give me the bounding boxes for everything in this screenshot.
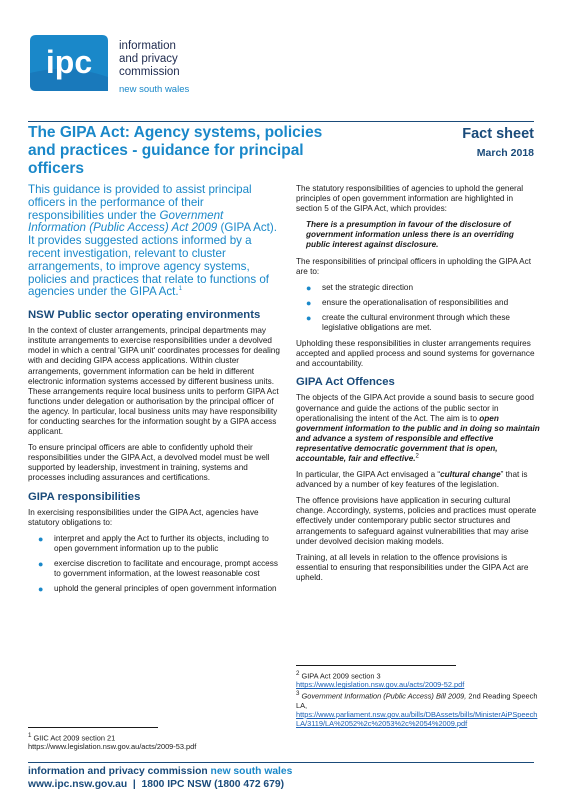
principal-officer-list bbox=[296, 283, 540, 333]
footnote-text: GIIC Act 2009 section 21 bbox=[31, 733, 116, 743]
footer-org: information and privacy commission bbox=[28, 766, 208, 777]
footnote-label: 3 bbox=[296, 690, 300, 698]
paragraph: The offence provisions have application in securing cultural change. Accordingly, systems, policies and practices must operate effectively under contemporary public sector structures and arrangements to safeguard against vulnerabilities that may arise under devolved decision making models. bbox=[296, 496, 537, 546]
bullet-icon: ● bbox=[306, 312, 312, 323]
list-item bbox=[28, 584, 280, 594]
obligations-list bbox=[28, 534, 280, 594]
left-column bbox=[28, 184, 280, 600]
paragraph: In exercising responsibilities under the GIPA Act, agencies have statutory obligations to: bbox=[28, 507, 259, 527]
list-item bbox=[28, 534, 280, 554]
footnote-2 bbox=[296, 669, 540, 680]
list-item bbox=[296, 283, 540, 293]
doc-date: March 2018 bbox=[476, 147, 534, 159]
bullet-icon: ● bbox=[38, 533, 44, 544]
paragraph-text: In particular, the GIPA Act envisaged a “ bbox=[296, 470, 441, 480]
paragraph-text: ” that is advanced by a number of key features of the legislation. bbox=[296, 470, 528, 490]
list-item bbox=[28, 559, 280, 579]
list-item-text: exercise discretion to facilitate and encourage, prompt access to government information, at the lowest reasonable cost bbox=[54, 558, 278, 579]
footnotes-left bbox=[28, 727, 288, 751]
footnote-label: 1 bbox=[28, 732, 32, 739]
bullet-icon: ● bbox=[38, 558, 44, 569]
paragraph: In the context of cluster arrangements, principal departments may institute arrangements to exercise responsibilities under a devolved model in which a central 'GIPA unit' coordinates processes for dealing with and deciding GIPA access applications. Within cluster arrangements, government information can be held in different electronic information systems accessed by different business units. These arrangements require local business units to perform GIPA Act functions under delegation or authorisation by the principal officer of the agency. In particular, local business units may have responsibility for conducting searches for the information sought by a GIPA access applicant. bbox=[28, 326, 280, 437]
paragraph bbox=[296, 470, 540, 490]
doc-meta bbox=[462, 125, 534, 160]
paragraph: The statutory responsibilities of agencies to uphold the general principles of open government information are highlighted in section 5 of the GIPA Act, which provides: bbox=[296, 184, 524, 214]
paragraph: The responsibilities of principal officers in upholding the GIPA Act are to: bbox=[296, 256, 531, 276]
paragraph-text: The objects of the GIPA Act provide a sound basis to secure good governance and guide the actions of the public sector in operationalising the intent of the Act. The aim is to bbox=[296, 393, 534, 423]
logo-wordmark bbox=[119, 40, 189, 96]
page-footer bbox=[28, 765, 292, 791]
footer-region: new south wales bbox=[210, 766, 293, 777]
bullet-icon: ● bbox=[306, 297, 312, 308]
section-heading-offences: GIPA Act Offences bbox=[296, 376, 395, 389]
paragraph bbox=[296, 393, 540, 464]
footnote-ref-2[interactable]: 2 bbox=[415, 453, 419, 460]
footnote-3 bbox=[296, 689, 540, 709]
footer-divider bbox=[28, 762, 534, 763]
ipc-logo bbox=[28, 33, 110, 93]
section-heading-gipa-responsibilities: GIPA responsibilities bbox=[28, 490, 141, 503]
list-item bbox=[296, 298, 540, 308]
list-item bbox=[296, 313, 540, 333]
intro-act-name: Government Information (Public Access) Act 2009 bbox=[28, 208, 224, 235]
footnote-label: 2 bbox=[296, 670, 300, 677]
list-item-text: uphold the general principles of open government information bbox=[54, 584, 277, 594]
paragraph: Upholding these responsibilities in cluster arrangements requires accepted and applied process and sound systems for governance and accountability. bbox=[296, 339, 535, 369]
bullet-icon: ● bbox=[38, 584, 44, 595]
brand-line-1: information bbox=[119, 40, 176, 52]
brand-line-3: commission bbox=[119, 66, 180, 78]
footnote-ref-1[interactable]: 1 bbox=[178, 286, 182, 293]
footnote-1-url[interactable]: https://www.legislation.nsw.gov.au/acts/2009-53.pdf bbox=[28, 742, 197, 752]
intro-text-a: This guidance is provided to assist principal officers in the performance of their responsibilities under the bbox=[28, 183, 252, 222]
brand-region: new south wales bbox=[119, 84, 190, 95]
list-item-text: ensure the operationalisation of responsibilities and bbox=[322, 297, 509, 307]
brand-line-2: and privacy bbox=[119, 53, 178, 65]
list-item-text: interpret and apply the Act to further its objects, including to open government information up to the public bbox=[54, 533, 269, 553]
act-quote: There is a presumption in favour of the disclosure of government information unless there is an overriding public interest against disclosure. bbox=[306, 220, 514, 250]
footnote-divider bbox=[296, 665, 456, 666]
paragraph: Training, at all levels in relation to the offence provisions is essential to ensuring that responsibilities under the GIPA Act are upheld. bbox=[296, 552, 529, 582]
doc-type-label: Fact sheet bbox=[462, 126, 534, 142]
footer-org-line bbox=[28, 765, 292, 778]
page-header bbox=[0, 0, 562, 118]
paragraph: To ensure principal officers are able to confidently uphold their responsibilities under the GIPA Act, a devolved model must be well supported by leadership, investment in training, systems and processes including assurances and certifications. bbox=[28, 443, 270, 483]
footnote-3-link[interactable]: https://www.parliament.nsw.gov.au/bills/DBAssets/bills/MinisterAiPSpeechLA/3119/LA%2052%2c%2053%2c%2054%2009.pdf bbox=[296, 709, 538, 728]
document-title: The GIPA Act: Agency systems, policies and practices - guidance for principal officers bbox=[28, 124, 323, 177]
header-divider bbox=[28, 121, 534, 122]
section-heading-operating-env: NSW Public sector operating environments bbox=[28, 309, 261, 322]
right-column bbox=[296, 184, 540, 589]
objects-quote: open government information to the public and in doing so maintain and advance a system of responsible and effective representative democratic government that is open, accountable, fair and effective. bbox=[296, 413, 540, 463]
intro-paragraph bbox=[28, 184, 280, 299]
intro-text-b: (GIPA Act). It provides suggested actions informed by a recent investigation, relevant to cluster arrangements, to improve agency systems, policies and practices that relate to functions of agencies under the GIPA Act. bbox=[28, 221, 277, 299]
cultural-change-term: cultural change bbox=[440, 470, 501, 480]
footnote-divider bbox=[28, 727, 158, 728]
list-item-text: create the cultural environment through which these legislative obligations are met. bbox=[322, 312, 510, 333]
footnote-bill-name: Government Information (Public Access) Bill 2009, bbox=[299, 691, 467, 701]
footnote-text: 2nd Reading Speech LA, bbox=[296, 691, 538, 710]
footnote-2-link[interactable]: https://www.legislation.nsw.gov.au/acts/2009-52.pdf bbox=[296, 680, 465, 690]
bullet-icon: ● bbox=[306, 282, 312, 293]
list-item-text: set the strategic direction bbox=[322, 282, 414, 292]
footnote-1 bbox=[28, 731, 288, 742]
footer-contact[interactable]: www.ipc.nsw.gov.au | 1800 IPC NSW (1800 472 679) bbox=[28, 779, 285, 790]
footnotes-right bbox=[296, 665, 540, 728]
logo-mark: ipc bbox=[45, 44, 93, 80]
footnote-text: GIPA Act 2009 section 3 bbox=[299, 671, 381, 681]
